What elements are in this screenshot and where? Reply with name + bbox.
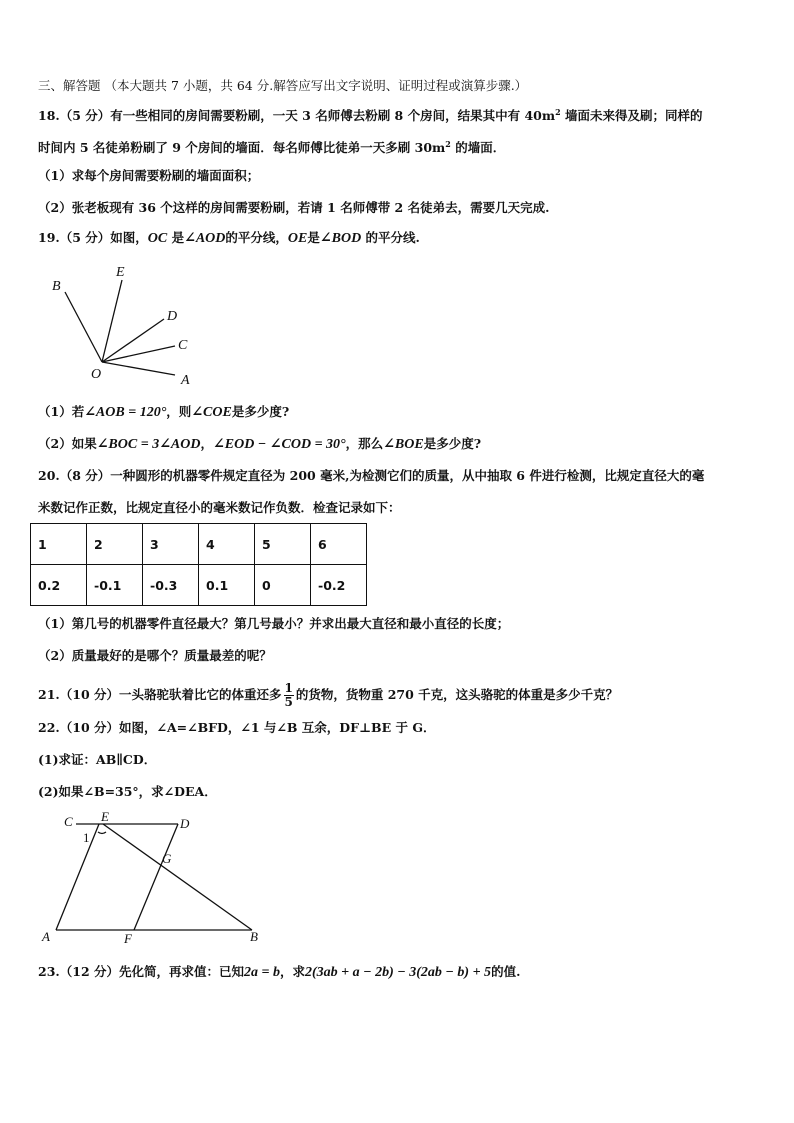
q18-line2-rest: 的墙面． xyxy=(450,140,506,156)
table-cell: 3 xyxy=(143,524,199,565)
table-cell: 0.1 xyxy=(199,565,255,606)
q18-part2: （2）张老板现有 36 个这样的房间需要粉刷，若请 1 名师傅带 2 名徒弟去，需要几天完成. xyxy=(38,200,550,215)
q19-stem-d: 是 xyxy=(307,230,320,245)
ray-ob xyxy=(65,292,102,362)
q19-stem-a: 19.（5 分）如图， xyxy=(38,230,148,245)
table-cell: 6 xyxy=(311,524,367,565)
table-row xyxy=(31,565,367,606)
table-cell: -0.3 xyxy=(143,565,199,606)
label-o: O xyxy=(91,367,102,382)
q19-p1a: （1）若 xyxy=(38,404,85,419)
label-d: D xyxy=(180,816,190,831)
q19-oe: OE xyxy=(287,231,308,246)
q19-part1 xyxy=(38,404,289,421)
label-c: C xyxy=(178,338,188,353)
q18-line1-rest: 墙面未来得及刷；同样的 xyxy=(560,108,703,124)
q19-p1c: ，则 xyxy=(166,404,192,419)
q18-line1-text: 18.（5 分）有一些相同的房间需要粉刷，一天 3 名师傅去粉刷 8 个房间，结果其中有 40m xyxy=(38,108,556,124)
segment-fd xyxy=(134,824,178,930)
table-cell: -0.2 xyxy=(311,565,367,606)
q22-part1: (1)求证：AB∥CD． xyxy=(38,752,157,767)
q23-c: 的值. xyxy=(491,964,521,979)
q23-expression: 2(3ab + a − 2b) − 3(2ab − b) + 5 xyxy=(305,965,492,980)
q21-b: 的货物，货物重 270 千克，这头骆驼的体重是多少千克？ xyxy=(295,687,619,702)
q19-p2d: ∠EOD − ∠COD = 30° xyxy=(213,437,346,452)
table-cell: 0 xyxy=(255,565,311,606)
q19-stem-b: 是 xyxy=(167,230,185,245)
q19-angle-figure xyxy=(40,258,210,393)
q21-a: 21.（10 分）一头骆驼驮着比它的体重还多 xyxy=(38,687,282,702)
label-d: D xyxy=(167,309,178,324)
ray-oa xyxy=(102,362,175,375)
segment-eb xyxy=(103,824,252,930)
segment-ac xyxy=(56,824,99,930)
q19-p1b: ∠AOB = 120° xyxy=(84,405,167,420)
q18-line1-sup: 2 xyxy=(555,107,561,117)
q18-line1 xyxy=(38,104,703,124)
section-heading: 三、解答题 （本大题共 7 小题，共 64 分.解答应写出文字说明、证明过程或演算步骤.） xyxy=(38,78,528,93)
q23-stem xyxy=(38,964,520,981)
q19-p2a: （2）如果 xyxy=(38,436,97,451)
table-row xyxy=(31,524,367,565)
q23-condition: 2a = b xyxy=(244,965,280,980)
q18-part1: （1）求每个房间需要粉刷的墙面面积； xyxy=(38,168,260,183)
q20-part1: （1）第几号的机器零件直径最大？第几号最小？并求出最大直径和最小直径的长度； xyxy=(38,616,510,631)
q22-parallelogram-figure xyxy=(40,810,270,950)
label-c: C xyxy=(64,814,73,829)
table-cell: 4 xyxy=(199,524,255,565)
q20-part2: （2）质量最好的是哪个？质量最差的呢？ xyxy=(38,648,272,663)
q21-stem xyxy=(38,680,618,710)
q19-part2 xyxy=(38,436,481,453)
label-b: B xyxy=(52,279,61,294)
q21-numerator: 1 xyxy=(284,681,293,695)
q21-fraction xyxy=(284,682,294,709)
q19-oc: OC xyxy=(147,231,168,246)
table-cell: -0.1 xyxy=(87,565,143,606)
table-cell: 5 xyxy=(255,524,311,565)
q22-line1: 22.（10 分）如图，∠A=∠BFD，∠1 与∠B 互余，DF⊥BE 于 G． xyxy=(38,720,436,735)
q20-record-table xyxy=(30,523,367,606)
q18-line2-text: 时间内 5 名徒弟粉刷了 9 个房间的墙面．每名师傅比徒弟一天多刷 30m xyxy=(38,140,446,156)
label-1: 1 xyxy=(83,830,90,845)
label-e: E xyxy=(101,810,109,824)
angle-1-arc xyxy=(98,832,106,834)
q23-a: 23.（12 分）先化简，再求值：已知 xyxy=(38,964,244,979)
q19-p2f: ∠BOE xyxy=(383,437,424,452)
q19-p1d: ∠COE xyxy=(191,405,232,420)
q19-stem-e: 的平分线. xyxy=(361,230,420,245)
table-cell: 1 xyxy=(31,524,87,565)
label-f: F xyxy=(124,931,132,946)
q19-p2c: ， xyxy=(200,436,214,451)
label-g: G xyxy=(162,851,172,866)
q19-p2b: ∠BOC = 3∠AOD xyxy=(96,437,201,452)
q19-stem xyxy=(38,230,420,247)
q23-b: ，求 xyxy=(279,964,305,979)
q19-p2g: 是多少度? xyxy=(423,436,482,451)
label-b: B xyxy=(250,929,258,944)
q19-bod: ∠BOD xyxy=(319,231,362,246)
q18-line2 xyxy=(38,136,505,156)
q20-line2: 米数记作正数，比规定直径小的毫米数记作负数．检查记录如下： xyxy=(38,500,401,515)
q18-line2-sup: 2 xyxy=(445,139,451,149)
q21-denominator: 5 xyxy=(284,695,293,709)
q20-line1: 20.（8 分）一种圆形的机器零件规定直径为 200 毫米,为检测它们的质量，从中抽取 6 件进行检测，比规定直径大的毫 xyxy=(38,468,705,483)
q19-stem-c: 的平分线， xyxy=(225,230,288,245)
q19-p1e: 是多少度? xyxy=(231,404,290,419)
table-cell: 0.2 xyxy=(31,565,87,606)
q19-p2e: ，那么 xyxy=(345,436,384,451)
label-a: A xyxy=(181,373,190,388)
label-a: A xyxy=(42,929,50,944)
label-e: E xyxy=(116,265,125,280)
table-cell: 2 xyxy=(87,524,143,565)
q22-part2: (2)如果∠B=35°，求∠DEA． xyxy=(38,784,217,799)
q19-aod: ∠AOD xyxy=(184,231,226,246)
